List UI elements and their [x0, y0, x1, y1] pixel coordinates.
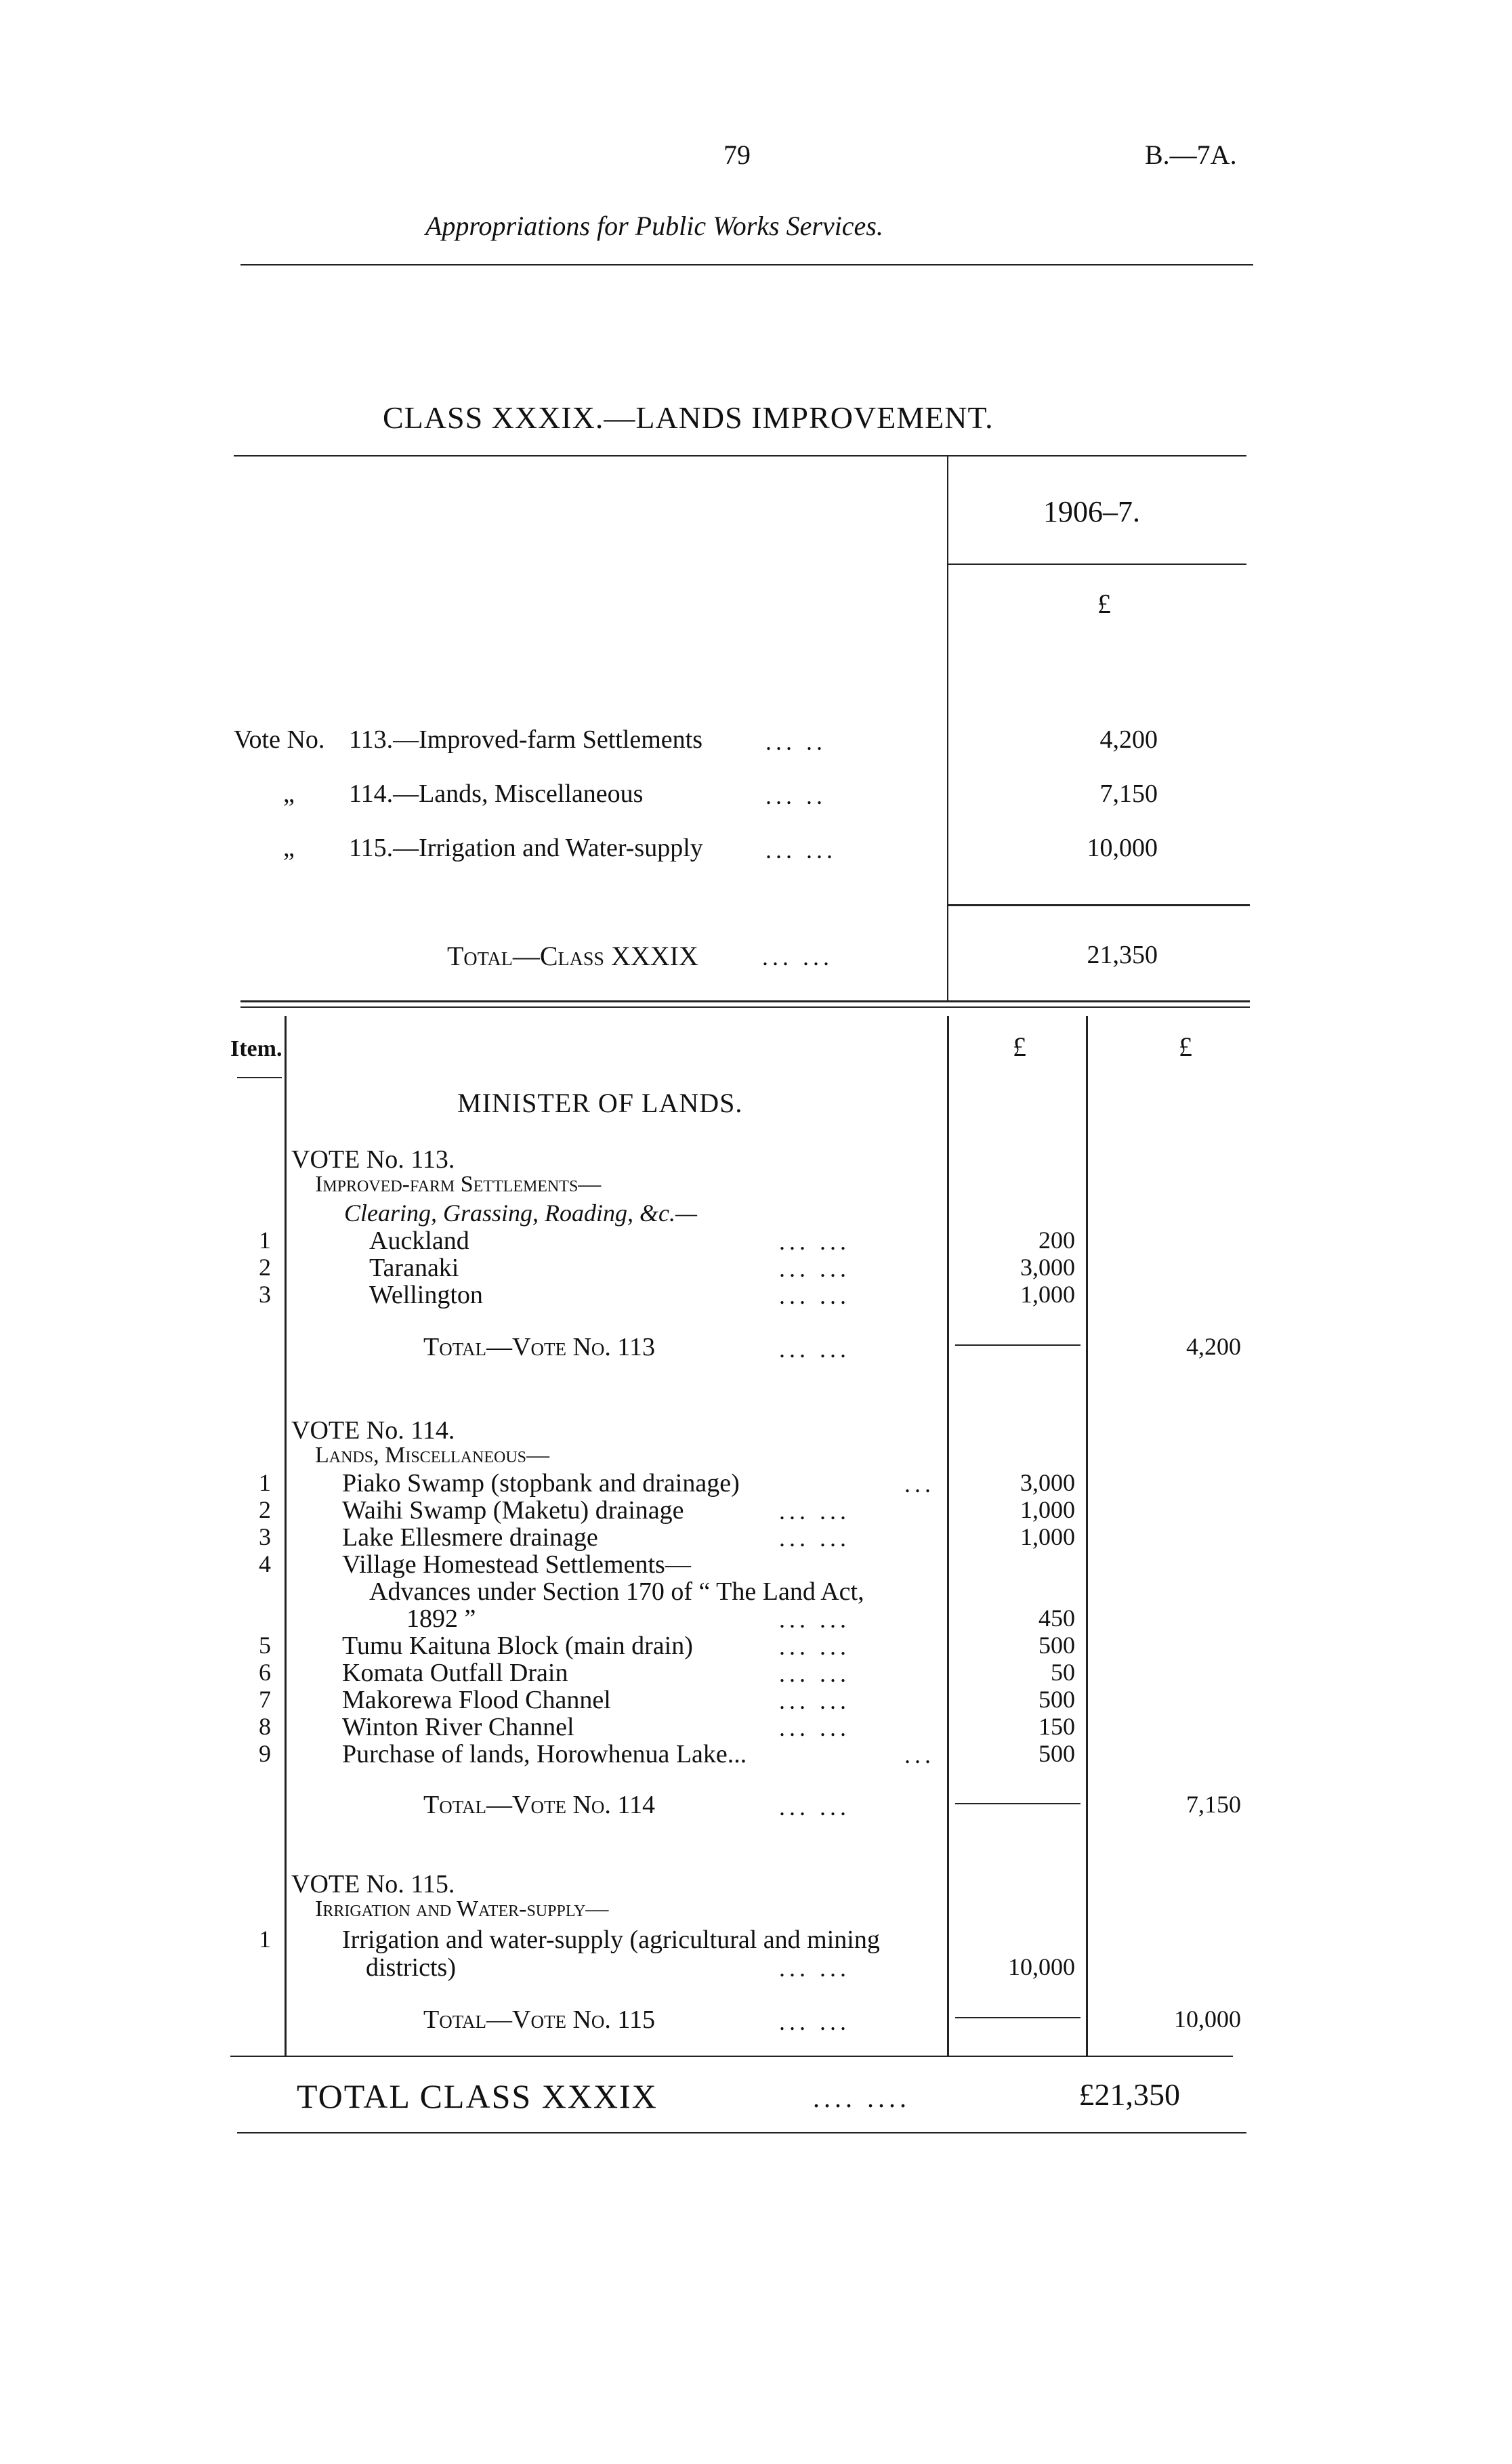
grand-total-amount: £21,350 — [1078, 2077, 1180, 2112]
item-dots: ... ... — [779, 1687, 850, 1714]
summary-vote-amount: 10,000 — [1087, 834, 1158, 862]
summary-vote-dots: ... .. — [765, 728, 826, 755]
item-amount: 3,000 — [1020, 1254, 1075, 1281]
summary-vote-label: 113.—Improved-farm Settlements — [349, 725, 703, 754]
item-dots: ... ... — [779, 1660, 850, 1687]
vote-title: VOTE No. 114. — [291, 1416, 455, 1445]
summary-total-amount: 21,350 — [1087, 941, 1158, 969]
item-label: Irrigation and water-supply (agricultural and mining — [342, 1926, 880, 1954]
item-label: Winton River Channel — [342, 1713, 574, 1741]
item-amount: 150 — [1038, 1713, 1075, 1740]
col2-currency: £ — [1179, 1032, 1192, 1062]
item-number: 7 — [259, 1686, 271, 1713]
vote-subsubtitle: Clearing, Grassing, Roading, &c.— — [344, 1199, 698, 1227]
item-header-rule — [237, 1077, 282, 1078]
vote-total-dots: ... ... — [779, 1793, 850, 1821]
summary-vote-amount: 4,200 — [1099, 725, 1158, 754]
summary-top-rule — [234, 455, 1246, 456]
col1-currency: £ — [1013, 1032, 1026, 1062]
item-label: districts) — [366, 1953, 456, 1982]
item-amount: 1,000 — [1020, 1496, 1075, 1523]
item-amount: 1,000 — [1020, 1523, 1075, 1550]
item-amount: 500 — [1038, 1686, 1075, 1713]
item-dots: ... ... — [779, 1955, 850, 1982]
summary-vote-amount: 7,150 — [1099, 780, 1158, 808]
item-label: Village Homestead Settlements— — [342, 1550, 691, 1579]
summary-vote-label: 114.—Lands, Miscellaneous — [349, 780, 644, 808]
summary-currency: £ — [1097, 589, 1111, 619]
detail-left-rule — [285, 1016, 287, 2056]
item-label: Auckland — [369, 1227, 469, 1255]
item-number: 6 — [259, 1659, 271, 1686]
summary-column-rule — [947, 455, 948, 1000]
grand-total-dots: .... .... — [813, 2083, 910, 2113]
vote-title: VOTE No. 113. — [291, 1145, 455, 1174]
vote-total-label: Total—Vote No. 115 — [423, 2005, 655, 2034]
item-label: Purchase of lands, Horowhenua Lake... — [342, 1740, 747, 1768]
running-title: Appropriations for Public Works Services. — [425, 211, 883, 241]
item-amount: 500 — [1038, 1632, 1075, 1659]
vote-total-dots: ... ... — [779, 1336, 850, 1363]
item-number: 5 — [259, 1632, 271, 1659]
item-label: Advances under Section 170 of “ The Land Act, — [369, 1577, 864, 1606]
item-header: Item. — [230, 1036, 282, 1061]
summary-vote-prefix: „ — [283, 834, 295, 862]
vote-total-dots: ... ... — [779, 2008, 850, 2035]
page-number: 79 — [723, 140, 751, 170]
detail-right-rule — [1086, 1016, 1088, 2056]
item-amount: 10,000 — [1008, 1953, 1075, 1980]
summary-total-label: Total—Class XXXIX — [447, 941, 698, 971]
summary-double-rule-1 — [240, 1000, 1250, 1002]
item-dots: ... ... — [779, 1255, 850, 1282]
summary-total-rule — [948, 904, 1250, 906]
header-rule — [240, 264, 1253, 265]
summary-vote-dots: ... .. — [765, 782, 826, 809]
vote-total-rule — [955, 1344, 1080, 1346]
item-number: 3 — [259, 1281, 271, 1308]
vote-subtitle: Improved-farm Settlements— — [315, 1172, 602, 1197]
vote-subtitle: Lands, Miscellaneous— — [315, 1443, 550, 1468]
item-dots: ... ... — [779, 1525, 850, 1552]
item-number: 1 — [259, 1227, 271, 1254]
item-amount: 450 — [1038, 1605, 1075, 1632]
item-dots: ... ... — [779, 1714, 850, 1741]
vote-total-amount: 4,200 — [1186, 1333, 1241, 1360]
item-dots: ... — [904, 1470, 935, 1497]
item-label: Piako Swamp (stopbank and drainage) — [342, 1469, 740, 1497]
summary-year: 1906–7. — [1043, 495, 1140, 528]
vote-total-amount: 10,000 — [1174, 2005, 1241, 2033]
summary-vote-prefix: Vote No. — [234, 725, 325, 754]
vote-subtitle: Irrigation and Water-supply— — [315, 1896, 609, 1921]
summary-double-rule-2 — [240, 1006, 1250, 1008]
item-number: 9 — [259, 1740, 271, 1767]
item-amount: 50 — [1051, 1659, 1075, 1686]
item-number: 1 — [259, 1469, 271, 1496]
item-dots: ... ... — [779, 1633, 850, 1660]
vote-total-rule — [955, 2017, 1080, 2018]
summary-vote-prefix: „ — [283, 780, 295, 808]
minister-heading: MINISTER OF LANDS. — [457, 1088, 743, 1118]
item-dots: ... — [904, 1741, 935, 1768]
vote-title: VOTE No. 115. — [291, 1870, 455, 1898]
item-dots: ... ... — [779, 1228, 850, 1255]
item-amount: 1,000 — [1020, 1281, 1075, 1308]
item-number: 4 — [259, 1550, 271, 1577]
item-label: Lake Ellesmere drainage — [342, 1523, 598, 1552]
item-label: Komata Outfall Drain — [342, 1659, 568, 1687]
item-amount: 3,000 — [1020, 1469, 1075, 1496]
year-rule — [948, 564, 1246, 565]
item-label: Tumu Kaituna Block (main drain) — [342, 1632, 693, 1660]
item-number: 8 — [259, 1713, 271, 1740]
item-dots: ... ... — [779, 1497, 850, 1525]
item-number: 2 — [259, 1496, 271, 1523]
summary-vote-label: 115.—Irrigation and Water-supply — [349, 834, 703, 862]
summary-vote-dots: ... ... — [765, 836, 837, 864]
grand-total-label: TOTAL CLASS XXXIX — [297, 2077, 658, 2115]
detail-mid-rule — [947, 1016, 949, 2056]
item-dots: ... ... — [779, 1606, 850, 1633]
vote-total-rule — [955, 1803, 1080, 1804]
class-heading: CLASS XXXIX.—LANDS IMPROVEMENT. — [383, 400, 994, 435]
item-label: Taranaki — [369, 1254, 459, 1282]
item-number: 2 — [259, 1254, 271, 1281]
document-reference: B.—7A. — [1145, 140, 1237, 170]
item-amount: 200 — [1038, 1227, 1075, 1254]
vote-total-amount: 7,150 — [1186, 1791, 1241, 1818]
item-number: 3 — [259, 1523, 271, 1550]
item-number: 1 — [259, 1926, 271, 1953]
item-label: Makorewa Flood Channel — [342, 1686, 611, 1714]
grand-total-top-rule — [230, 2056, 1233, 2057]
item-label: 1892 ” — [406, 1605, 476, 1633]
item-dots: ... ... — [779, 1282, 850, 1309]
item-amount: 500 — [1038, 1740, 1075, 1767]
item-label: Waihi Swamp (Maketu) drainage — [342, 1496, 684, 1525]
grand-total-bottom-rule — [237, 2132, 1246, 2133]
vote-total-label: Total—Vote No. 113 — [423, 1333, 655, 1361]
vote-total-label: Total—Vote No. 114 — [423, 1791, 655, 1819]
item-label: Wellington — [369, 1281, 483, 1309]
summary-total-dots: ... ... — [762, 943, 833, 971]
